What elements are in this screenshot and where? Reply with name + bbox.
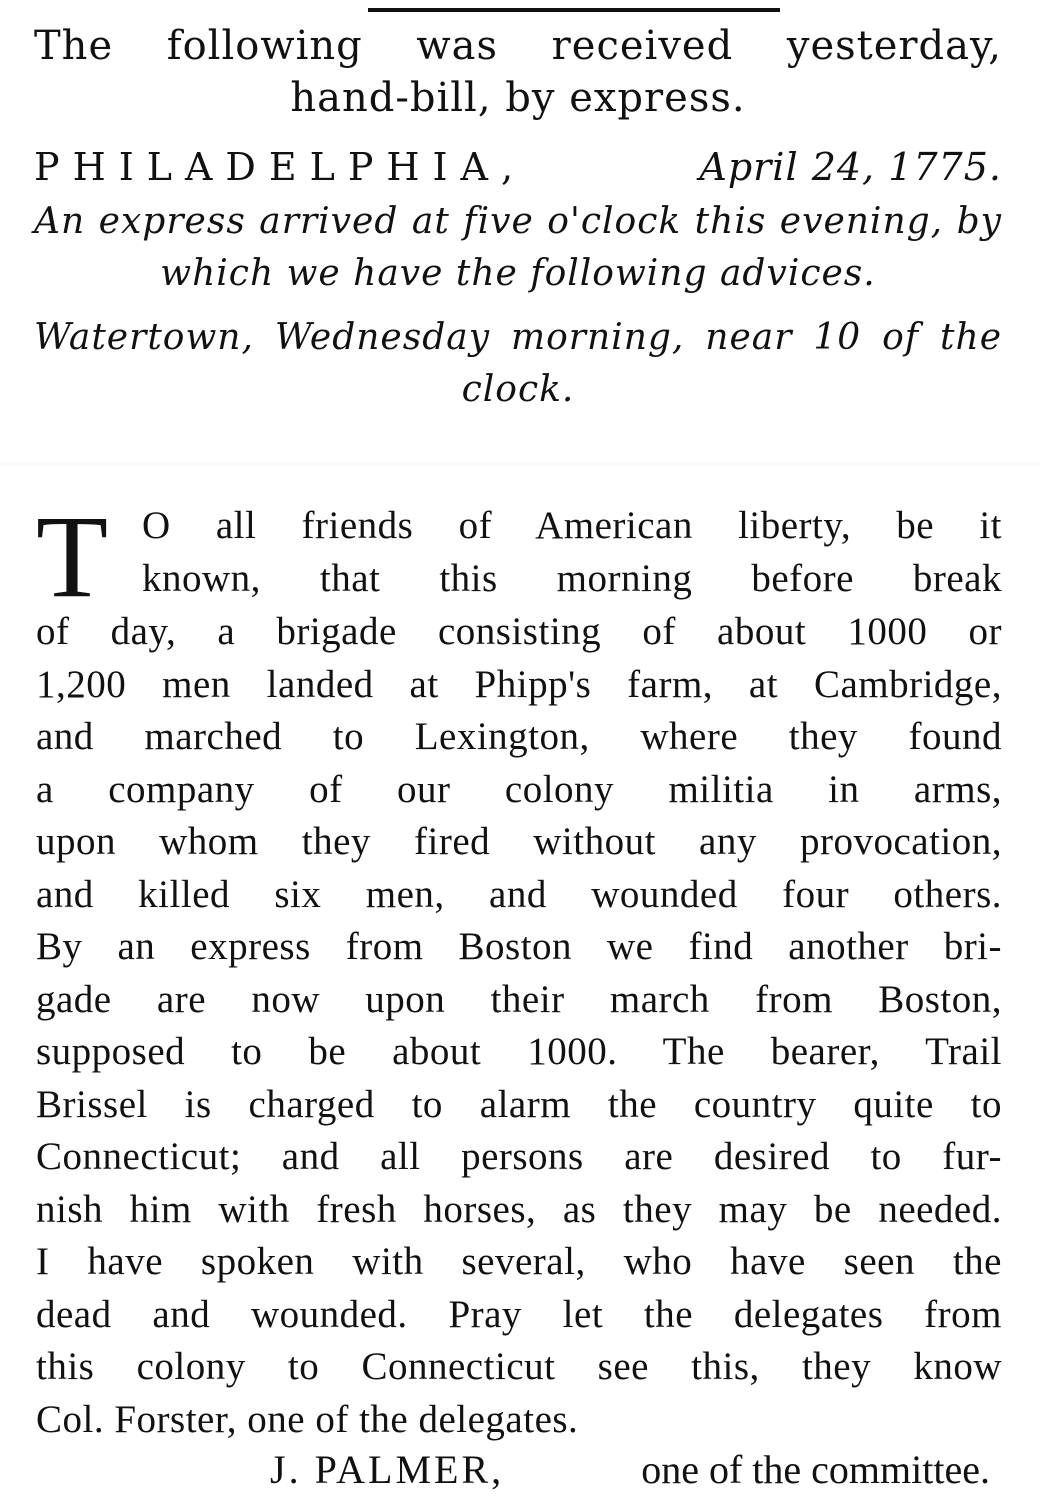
body-line: a company of our colony militia in arms, — [36, 767, 1002, 811]
express-line-2: which we have the following advices. — [160, 253, 876, 294]
header-block — [34, 20, 1002, 416]
body-line: supposed to be about 1000. The bearer, Trail — [36, 1030, 1002, 1073]
dateline — [34, 138, 1002, 196]
dateline-city: PHILADELPHIA, — [34, 145, 527, 189]
express-notice — [34, 196, 1002, 300]
article-body — [36, 491, 1002, 1446]
drop-cap: T — [36, 491, 109, 622]
body-line: By an express from Boston we find another bri- — [36, 925, 1002, 968]
body-line: Connecticut; and all persons are desired to fur- — [36, 1135, 1002, 1178]
section-divider — [0, 462, 1040, 466]
body-line: dead and wounded. Pray let the delegates from — [36, 1292, 1002, 1336]
watertown-line-1: Watertown, Wednesday morning, near 10 of the — [34, 317, 1002, 358]
dateline-date: April 24, 1775. — [699, 145, 1002, 189]
body-line: of day, a brigade consisting of about 1000 or — [36, 610, 1002, 653]
body-line: nish him with fresh horses, as they may be needed. — [36, 1187, 1002, 1231]
body-line: upon whom they fired without any provocation, — [36, 820, 1002, 863]
intro-line-2: hand-bill, by express. — [290, 75, 746, 121]
watertown-heading — [34, 312, 1002, 416]
body-line: Col. Forster, one of the delegates. — [36, 1397, 579, 1441]
signature-name: J. PALMER, — [270, 1447, 505, 1492]
drop-cap-row — [36, 491, 1002, 622]
signature-title: one of the committee. — [641, 1447, 990, 1492]
watertown-line-2: clock. — [461, 369, 575, 410]
body-line: gade are now upon their march from Boston, — [36, 977, 1002, 1021]
body-line: I have spoken with several, who have seen the — [36, 1240, 1002, 1283]
body-line: 1,200 men landed at Phipp's farm, at Cambridge, — [36, 662, 1002, 706]
body-line: known, that this morning before break — [142, 556, 1002, 600]
body-line: Brissel is charged to alarm the country quite to — [36, 1082, 1002, 1126]
intro-line-1: The following was received yesterday, — [34, 23, 1002, 69]
body-line: and killed six men, and wounded four others. — [36, 872, 1002, 916]
express-line-1: An express arrived at five o'clock this evening, by — [34, 201, 1002, 242]
body-line: and marched to Lexington, where they found — [36, 715, 1002, 758]
body-line: this colony to Connecticut see this, they know — [36, 1345, 1002, 1388]
signature — [270, 1444, 990, 1496]
top-rule — [368, 8, 780, 12]
body-line: O all friends of American liberty, be it — [142, 504, 1002, 547]
drop-cap-lines — [142, 500, 1002, 605]
